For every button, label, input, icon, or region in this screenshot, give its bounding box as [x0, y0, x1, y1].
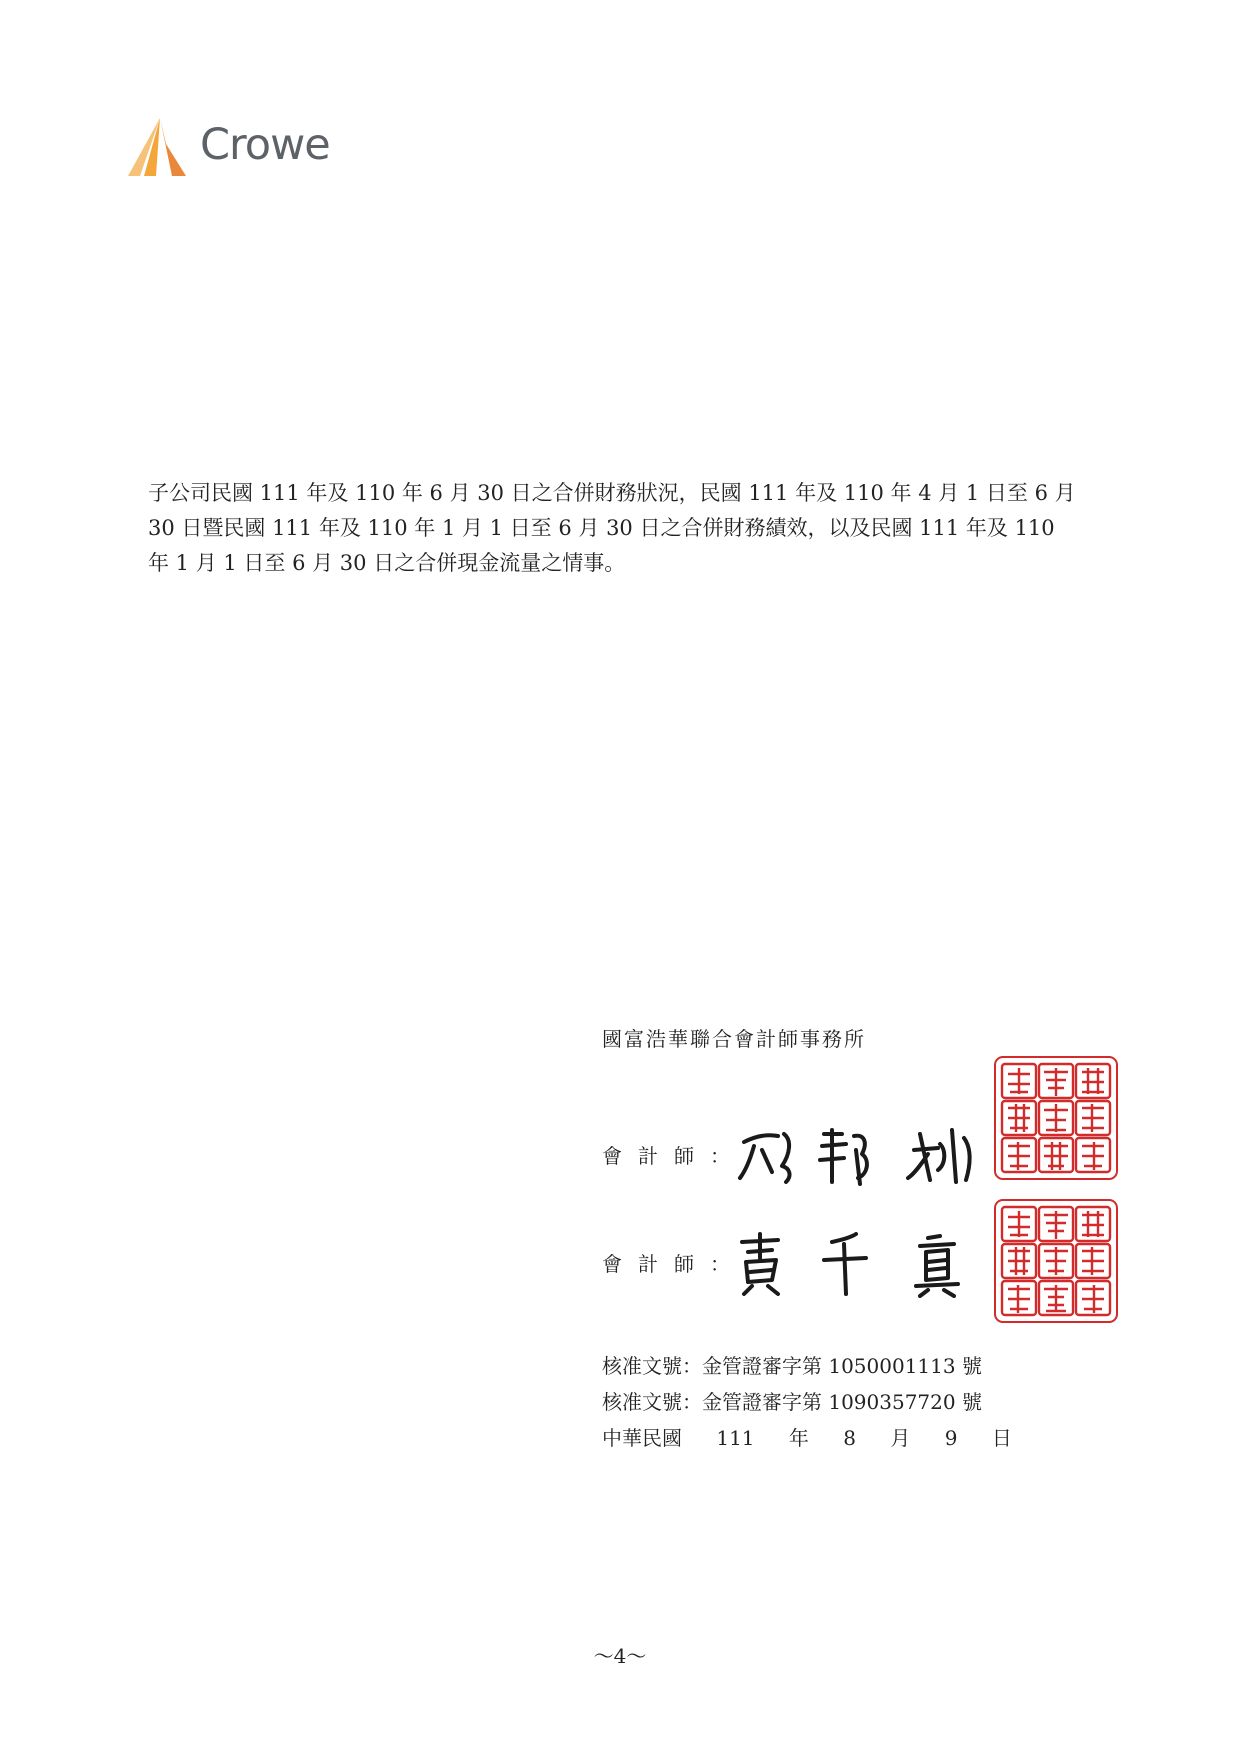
date-month: 8 [843, 1426, 856, 1450]
date-year-unit: 年 [788, 1426, 809, 1450]
approval-line: 核准文號：金管證審字第 1050001113 號 [602, 1354, 982, 1378]
logo-text: Crowe [200, 120, 330, 170]
crowe-logo-mark-icon [122, 114, 192, 180]
crowe-logo [122, 114, 362, 180]
report-date [602, 1420, 1012, 1456]
firm-name: 國富浩華聯合會計師事務所 [602, 1027, 866, 1051]
accountant-label: 會計師： [602, 1144, 746, 1168]
paragraph-line: 年 1 月 1 日至 6 月 30 日之合併現金流量之情事。 [148, 551, 626, 575]
page-number: ～4～ [593, 1644, 647, 1668]
accountant-seal-2 [994, 1199, 1118, 1323]
accountant-row-2 [602, 1228, 1002, 1298]
date-day: 9 [944, 1426, 958, 1450]
signature-1 [732, 1120, 1002, 1190]
date-year: 111 [716, 1426, 755, 1450]
paragraph-line: 子公司民國 111 年及 110 年 6 月 30 日之合併財務狀況，民國 111 年及 110 年 4 月 1 日至 6 月 [148, 481, 1076, 505]
seal-1-glyphs [996, 1058, 1116, 1178]
paragraph-line: 30 日暨民國 111 年及 110 年 1 月 1 日至 6 月 30 日之合併財務績效，以及民國 111 年及 110 [148, 516, 1055, 540]
date-month-unit: 月 [890, 1426, 911, 1450]
approval-numbers [602, 1348, 982, 1420]
approval-line: 核准文號：金管證審字第 1090357720 號 [602, 1390, 982, 1414]
date-day-unit: 日 [991, 1426, 1012, 1450]
accountant-seal-1 [994, 1056, 1118, 1180]
accountant-label: 會計師： [602, 1252, 746, 1276]
accountant-row-1 [602, 1120, 1002, 1190]
signature-2 [732, 1228, 1002, 1298]
opinion-paragraph [148, 476, 1116, 581]
seal-2-glyphs [996, 1201, 1116, 1321]
date-era: 中華民國 [602, 1426, 682, 1450]
